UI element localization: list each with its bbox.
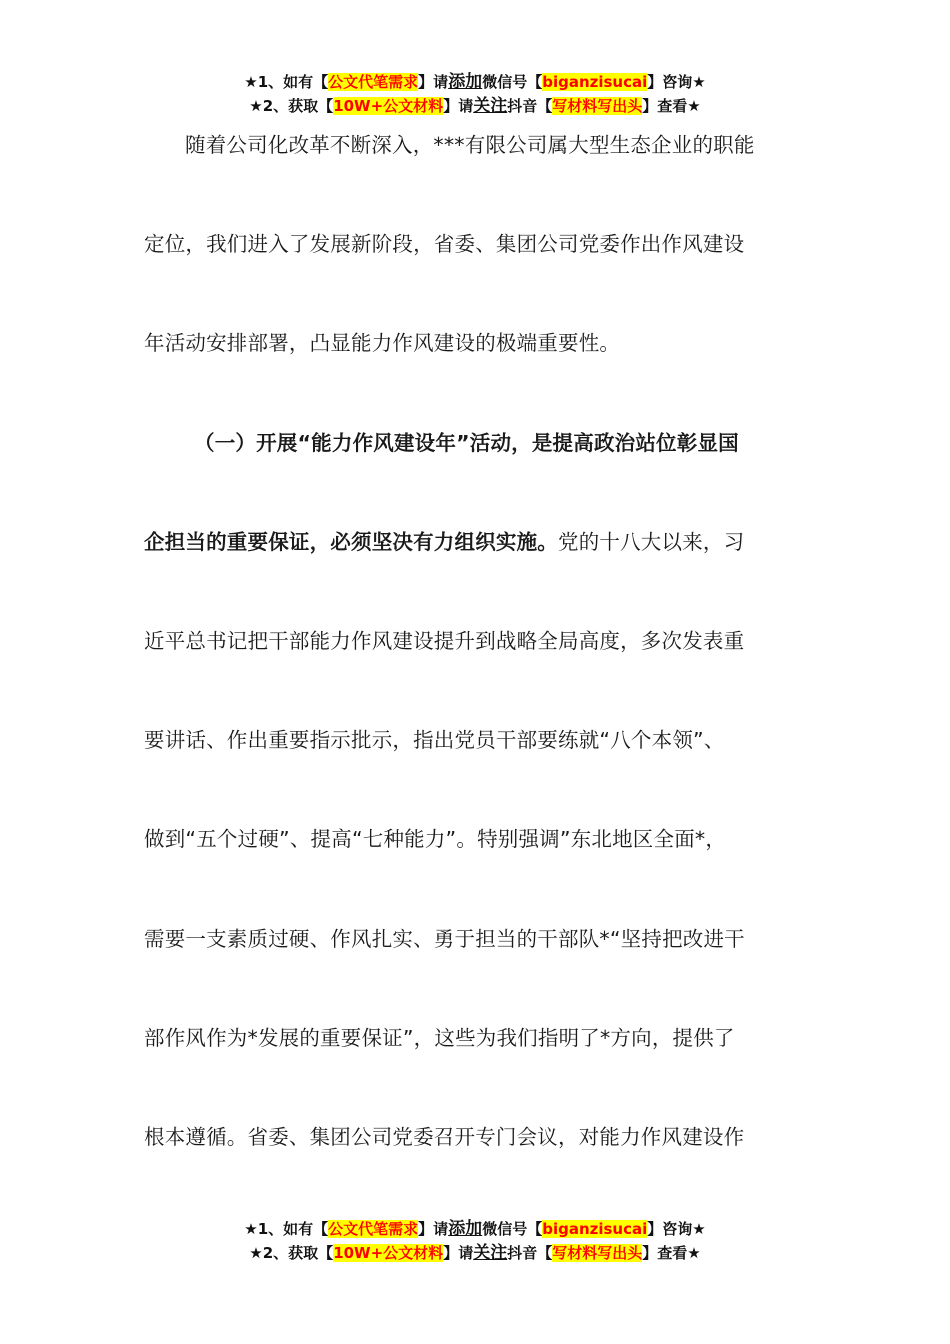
paragraph-line: [144, 517, 844, 616]
paragraph-line: 随着公司化改革不断深入，***有限公司属大型生态企业的职能: [185, 133, 755, 157]
paragraph-text: 党的十八大以来，习: [558, 529, 745, 554]
paragraph-line: 要讲话、作出重要指示批示，指出党员干部要练就“八个本领”、: [144, 728, 725, 753]
paragraph-line: 根本遵循。省委、集团公司党委召开专门会议，对能力作风建设作: [144, 1124, 745, 1149]
paragraph-line: 近平总书记把干部能力作风建设提升到战略全局高度，多次发表重: [144, 628, 745, 653]
banner-douyin-id: 写材料写出头: [552, 1244, 643, 1262]
banner-highlight: 10W+公文材料: [333, 1244, 444, 1262]
paragraph-line: 做到“五个过硬”、提高“七种能力”。特别强调”东北地区全面*，: [144, 827, 727, 852]
banner-underline: 添加: [448, 72, 483, 92]
banner-highlight: 公文代笔需求: [328, 73, 419, 91]
paragraph-line: 定位，我们进入了发展新阶段，省委、集团公司党委作出作风建设: [144, 232, 745, 257]
banner-line-1: ★1、如有【公文代笔需求】请添加微信号【biganzisucai】咨询★: [244, 1219, 706, 1239]
section-heading-tail: 企担当的重要保证，必须坚决有力组织实施。: [144, 529, 558, 554]
banner-wechat-id: biganzisucai: [542, 73, 648, 91]
banner-highlight: 公文代笔需求: [328, 1220, 419, 1238]
banner-underline: 关注: [473, 1243, 508, 1263]
banner-line-2: ★2、获取【10W+公文材料】请关注抖音【写材料写出头】查看★: [249, 1243, 701, 1263]
banner-wechat-id: biganzisucai: [542, 1220, 648, 1238]
paragraph-line: 需要一支素质过硬、作风扎实、勇于担当的干部队*“坚持把改进干: [144, 926, 745, 951]
paragraph-line: 部作风作为*发展的重要保证”，这些为我们指明了*方向，提供了: [144, 1025, 735, 1050]
header-banner: [0, 70, 950, 118]
document-body: [144, 120, 844, 1211]
banner-douyin-id: 写材料写出头: [552, 97, 643, 115]
paragraph-line: 年活动安排部署，凸显能力作风建设的极端重要性。: [144, 331, 621, 356]
banner-highlight: 10W+公文材料: [333, 97, 444, 115]
banner-line-2: ★2、获取【10W+公文材料】请关注抖音【写材料写出头】查看★: [249, 96, 701, 116]
section-heading-line: （一）开展“能力作风建设年”活动，是提高政治站位彰显国: [194, 430, 739, 455]
banner-underline: 关注: [473, 96, 508, 116]
banner-line-1: ★1、如有【公文代笔需求】请添加微信号【biganzisucai】咨询★: [244, 72, 706, 92]
footer-banner: [0, 1217, 950, 1265]
banner-underline: 添加: [448, 1219, 483, 1239]
